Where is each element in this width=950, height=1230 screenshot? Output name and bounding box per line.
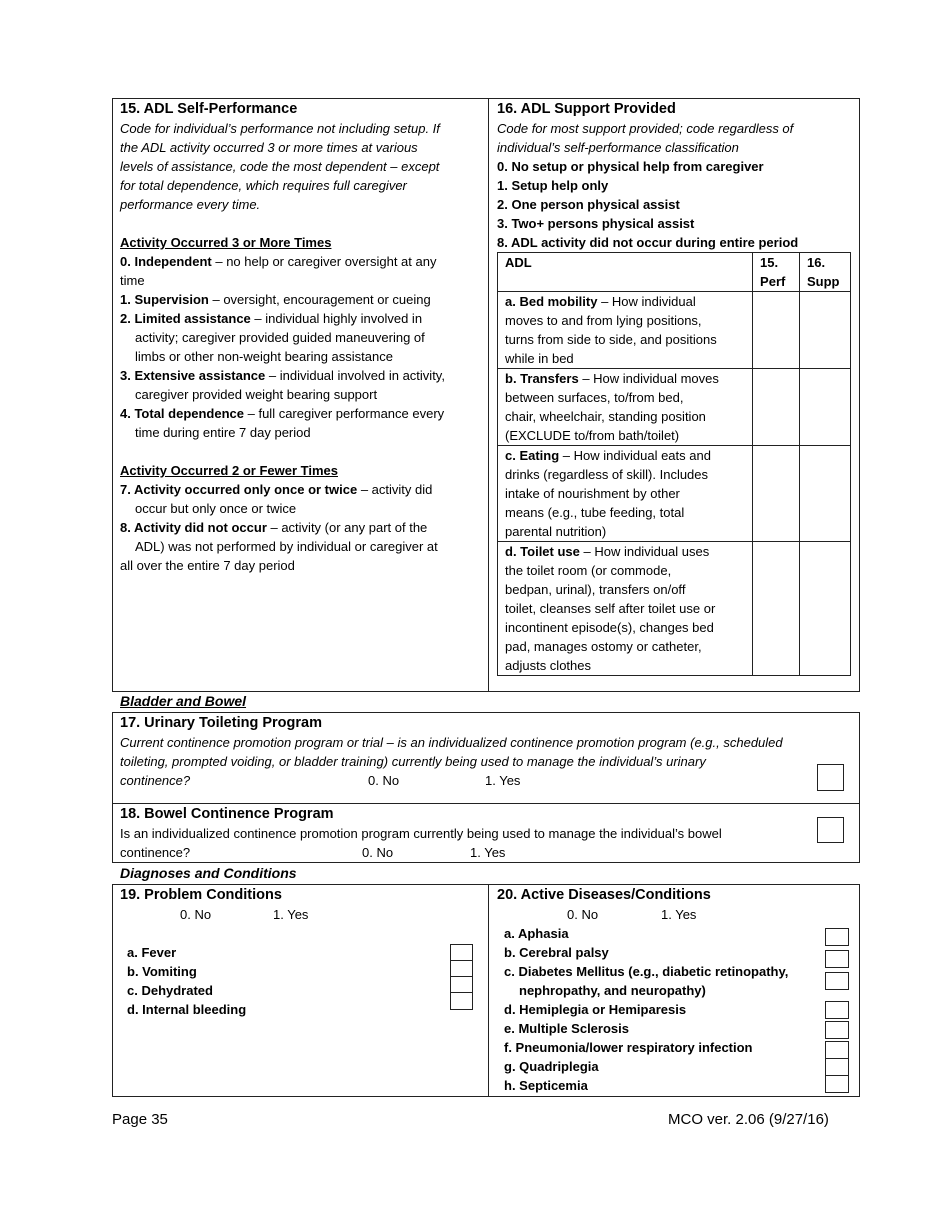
q17-option-yes: 1. Yes	[485, 773, 521, 788]
q20-cerebral-palsy-checkbox[interactable]	[825, 950, 849, 968]
q15-instruction: Code for individual’s performance not including setup. If the ADL activity occurred 3 or more times at various levels of assistance, code the most dependent – except for total dependence, which requires full caregiver performance every time.	[120, 121, 440, 212]
q15-group1-heading: Activity Occurred 3 or More Times	[120, 235, 332, 250]
q20-title: 20. Active Diseases/Conditions	[497, 887, 711, 903]
q19-internal-bleeding-checkbox[interactable]	[450, 992, 473, 1010]
q20-item-diabetes: c. Diabetes Mellitus (e.g., diabetic retinopathy,	[504, 964, 789, 979]
adl-eating: c. Eating – How individual eats and drinks (regardless of skill). Includes intake of nourishment by other means (e.g., tube feeding, total parental nutrition)	[498, 446, 753, 542]
q19-item-fever: a. Fever	[127, 945, 177, 960]
table-row	[498, 542, 851, 676]
q19-option-no: 0. No	[180, 907, 212, 922]
q18-option-yes: 1. Yes	[470, 845, 506, 860]
q20-panel: 20. Active Diseases/Conditions 0. No 1. Yes a. Aphasia b. Cerebral palsy c. Diabetes Mellitus (e.g., diabetic retinopathy, nephropathy, and neuropathy) d. Hemiplegia or Hemiparesis e. Multiple Sclerosis f. Pneumonia/lower respiratory infection g. Quadriplegia h. Septicemia	[497, 886, 853, 1095]
adl-transfers: b. Transfers – How individual moves between surfaces, to/from bed, chair, wheelchair, standing position (EXCLUDE to/from bath/toilet)	[498, 369, 753, 446]
adl-table	[497, 252, 851, 676]
q20-item-aphasia: a. Aphasia	[504, 926, 569, 941]
table-row	[498, 292, 851, 369]
page-number: Page 35	[112, 1111, 168, 1128]
table-row	[498, 446, 851, 542]
eating-perf-cell[interactable]	[753, 446, 800, 542]
q20-option-yes: 1. Yes	[661, 907, 697, 922]
adl-bed-mobility: a. Bed mobility – How individual moves to and from lying positions, turns from side to side, and positions while in bed	[498, 292, 753, 369]
q20-diabetes-checkbox[interactable]	[825, 972, 849, 990]
q18-title: 18. Bowel Continence Program	[120, 806, 334, 822]
table-row	[498, 369, 851, 446]
q20-item-hemiplegia: d. Hemiplegia or Hemiparesis	[504, 1002, 687, 1017]
adl-table-header	[498, 253, 851, 292]
q17-title: 17. Urinary Toileting Program	[120, 715, 322, 731]
q19-item-dehydrated: c. Dehydrated	[127, 983, 213, 998]
q20-item-multiple-sclerosis: e. Multiple Sclerosis	[504, 1021, 629, 1036]
q16-panel	[497, 100, 853, 252]
q16-instruction: Code for most support provided; code regardless of individual’s self-performance classification	[497, 121, 794, 155]
q15-code-1: 1. Supervision – oversight, encouragement or cueing	[120, 292, 431, 307]
q15-code-3: 3. Extensive assistance – individual involved in activity,	[120, 368, 445, 383]
q20-septicemia-checkbox[interactable]	[825, 1075, 849, 1093]
q19-panel	[120, 886, 480, 1019]
q15-code-2: 2. Limited assistance – individual highly involved in	[120, 311, 423, 326]
toilet-use-supp-cell[interactable]	[800, 542, 851, 676]
q20-item-quadriplegia: g. Quadriplegia	[504, 1059, 599, 1074]
diagnoses-divider	[488, 884, 489, 1097]
adl-col-header: ADL	[498, 253, 753, 292]
q20-item-cerebral-palsy: b. Cerebral palsy	[504, 945, 609, 960]
q15-code-4: 4. Total dependence – full caregiver performance every	[120, 406, 445, 421]
q20-multiple-sclerosis-checkbox[interactable]	[825, 1021, 849, 1039]
q15-code-8: 8. Activity did not occur – activity (or any part of the	[120, 520, 428, 535]
supp-col-header: 16. Supp	[800, 253, 851, 292]
q17-option-no: 0. No	[368, 773, 400, 788]
q16-codes: 0. No setup or physical help from caregiver 1. Setup help only 2. One person physical assist 3. Two+ persons physical assist 8. ADL activity did not occur during entire period	[497, 159, 799, 250]
q15-title: 15. ADL Self-Performance	[120, 101, 298, 117]
q15-code-7: 7. Activity occurred only once or twice – activity did	[120, 482, 433, 497]
q19-item-internal-bleeding: d. Internal bleeding	[127, 1002, 247, 1017]
q20-aphasia-checkbox[interactable]	[825, 928, 849, 946]
q17-panel: 17. Urinary Toileting Program Current continence promotion program or trial – is an individualized continence promotion program (e.g., scheduled toileting, prompted voiding, or bladder training) currently being used to manage the individual’s urinary continence? 0. No 1. Yes	[120, 714, 855, 790]
perf-col-header: 15. Perf	[753, 253, 800, 292]
q19-item-vomiting: b. Vomiting	[127, 964, 197, 979]
q15-panel: 15. ADL Self-Performance Code for individual’s performance not including setup. If the ADL activity occurred 3 or more times at various levels of assistance, code the most dependent – except for total dependence, which requires full caregiver performance every time. Activity Occurred 3 or More Times 0. Independent – no help or caregiver oversight at any time 1. Supervision – oversight, encouragement or cueing 2. Limited assistance – individual highly involved in activity; caregiver provided guided maneuvering of limbs or other non-weight bearing assistance 3. Extensive assistance – individual involved in activity, caregiver provided weight bearing support 4. Total dependence – full caregiver performance every time during entire 7 day period Activity Occurred 2 or Fewer Times 7. Activity occurred only once or twice – activity did occur but only once or twice 8. Activity did not occur – activity (or any part of the ADL) was not performed by individual or caregiver at all over the entire 7 day period	[120, 100, 482, 575]
q20-hemiplegia-checkbox[interactable]	[825, 1001, 849, 1019]
section-bladder-bowel: Bladder and Bowel	[120, 693, 247, 709]
q18-panel: 18. Bowel Continence Program Is an individualized continence promotion program currently being used to manage the individual’s bowel continence? 0. No 1. Yes	[120, 805, 855, 862]
q20-pneumonia-checkbox[interactable]	[825, 1041, 849, 1059]
section-diagnoses: Diagnoses and Conditions	[120, 865, 297, 881]
q15-code-0: 0. Independent – no help or caregiver oversight at any	[120, 254, 437, 269]
adl-section-divider	[488, 98, 489, 692]
toilet-use-perf-cell[interactable]	[753, 542, 800, 676]
version-label: MCO ver. 2.06 (9/27/16)	[668, 1111, 829, 1128]
bed-mobility-supp-cell[interactable]	[800, 292, 851, 369]
q18-answer-box[interactable]	[817, 817, 844, 843]
q20-quadriplegia-checkbox[interactable]	[825, 1058, 849, 1076]
q18-option-no: 0. No	[362, 845, 394, 860]
q19-fever-checkbox[interactable]	[450, 944, 473, 961]
transfers-supp-cell[interactable]	[800, 369, 851, 446]
q20-item-pneumonia: f. Pneumonia/lower respiratory infection	[504, 1040, 753, 1055]
q20-option-no: 0. No	[567, 907, 599, 922]
adl-toilet-use: d. Toilet use – How individual uses the toilet room (or commode, bedpan, urinal), transfers on/off toilet, cleanses self after toilet use or incontinent episode(s), changes bed pad, manages ostomy or catheter, adjusts clothes	[498, 542, 753, 676]
q19-dehydrated-checkbox[interactable]	[450, 976, 473, 993]
q17-answer-box[interactable]	[817, 764, 844, 791]
q19-title: 19. Problem Conditions	[120, 887, 282, 903]
q16-title: 16. ADL Support Provided	[497, 101, 676, 117]
transfers-perf-cell[interactable]	[753, 369, 800, 446]
bed-mobility-perf-cell[interactable]	[753, 292, 800, 369]
q20-item-septicemia: h. Septicemia	[504, 1078, 588, 1093]
q19-option-yes: 1. Yes	[273, 907, 309, 922]
q19-vomiting-checkbox[interactable]	[450, 960, 473, 977]
eating-supp-cell[interactable]	[800, 446, 851, 542]
q15-group2-heading: Activity Occurred 2 or Fewer Times	[120, 463, 338, 478]
